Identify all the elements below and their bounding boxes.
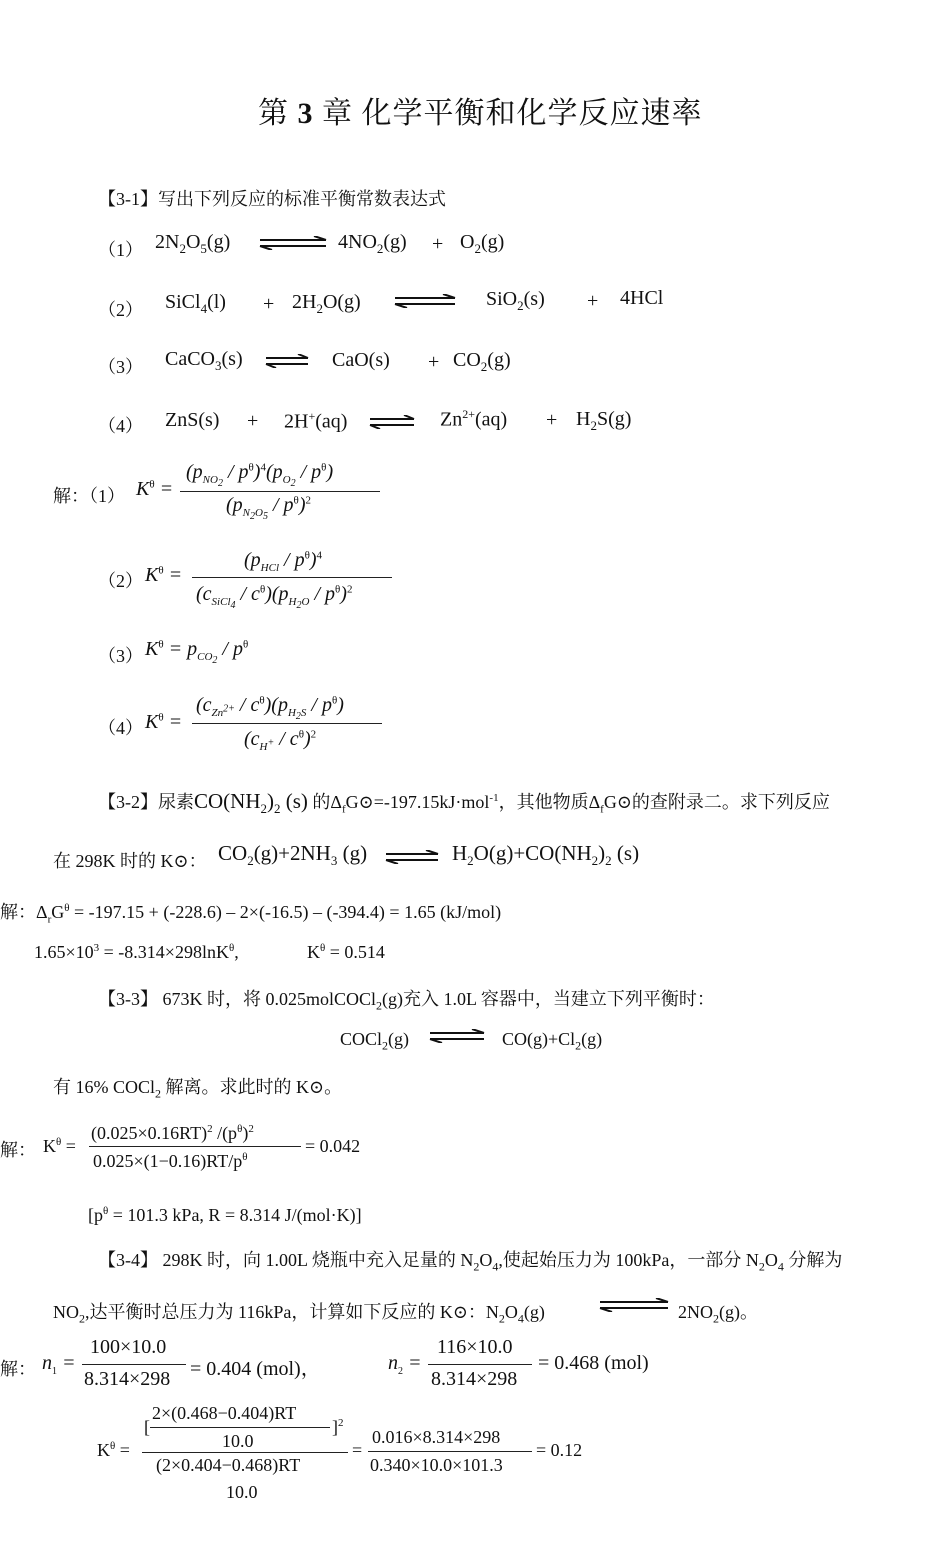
p34-n2-den: 8.314×298 — [431, 1368, 518, 1390]
p34-n1-res: = 0.404 (mol)， — [190, 1358, 321, 1380]
p34-he: 分解为 — [783, 1250, 843, 1270]
r1-rhs1: $4NO_2(g)$ — [338, 231, 407, 256]
equilibrium-arrow-icon — [393, 294, 459, 308]
p34-line2-rhs: $2NO_2(g)$。 — [678, 1302, 758, 1326]
title-prefix: 第 — [258, 97, 298, 130]
s1-numerator: $(p_{NO_2} / p^\theta)^4(p_{O_2} / p^\theta)$ — [186, 461, 334, 490]
p34-k-bracket-open: [ — [144, 1417, 150, 1437]
p34-l2c: O — [504, 1302, 518, 1322]
p33-sol-label: 解： — [0, 1140, 36, 1160]
r1-lhs: $2N_2O_5(g)$ — [155, 231, 231, 256]
p34-k-top2: 10.0 — [222, 1431, 254, 1451]
s2-k: $K^\theta$ = — [145, 564, 183, 586]
p32-header-d: ，其他物质Δ — [498, 792, 601, 812]
s1-denominator: $(p_{N_2O_5} / p^\theta)^2$ — [226, 494, 311, 523]
s4-label: （4） — [98, 718, 143, 738]
s4-fraction-bar — [192, 723, 382, 724]
s2-numerator: $(p_{HCl} / p^\theta)^4$ — [244, 549, 323, 574]
p34-k: $K^\theta$ = — [97, 1440, 130, 1460]
r4-rhs2: $H_2S(g)$ — [576, 408, 632, 433]
p32-solution: 解：$\Delta_rG^\theta = -197.15 + (-228.6) - 2\times(-16.5) - (-394.4) = 1.65$ (kJ/mol) — [0, 902, 502, 926]
r3-lhs: CaCO$_3$(s) — [165, 348, 243, 373]
p32-header-a: 【3-2】尿素 — [98, 792, 194, 812]
p34-l2e: 2NO — [678, 1302, 713, 1322]
p33-lhs: COCl$_2$(g) — [340, 1029, 410, 1053]
p32-l3e: = 0.514 — [325, 942, 385, 962]
p32-k-result: $K^\theta = 0.514$ — [307, 942, 385, 962]
p32-l3c: , — [234, 942, 239, 962]
problem-3-1-header: 【3-1】写出下列反应的标准平衡常数表达式 — [98, 189, 446, 209]
problem-3-4-header: 【3-4】 298K 时，向 1.00L 烧瓶中充入足量的 $N_2O_4$,使起始压力为 100kPa，一部分 $N_2O_4$ 分解为 — [98, 1250, 843, 1274]
p33-l2a: 有 16% COCl — [53, 1077, 156, 1097]
p33-den: 0.025×(1−0.16)RT/p — [93, 1151, 243, 1171]
p33-num-b: /(p — [212, 1123, 238, 1143]
p32-header-e: G⊙的查附录二。求下列反应 — [603, 792, 830, 812]
p33-fraction-bar — [89, 1146, 301, 1147]
p34-k-eq: = — [352, 1440, 363, 1460]
p32-l3b: = -8.314×298lnK — [99, 942, 229, 962]
s4-k: $K^\theta$ = — [145, 711, 183, 733]
p34-n2-num: 116×10.0 — [437, 1336, 513, 1358]
equilibrium-arrow-icon — [428, 1029, 488, 1043]
p34-k-bot: (2×0.404−0.468)RT — [156, 1455, 301, 1475]
p33-result: = 0.042 — [305, 1136, 361, 1156]
equilibrium-arrow-icon — [264, 354, 312, 368]
title-number: 3 — [297, 97, 314, 130]
r4-lhs2: 2H+(aq) — [284, 409, 348, 433]
equilibrium-arrow-icon — [384, 850, 442, 864]
r3-rhs2: $CO_2(g)$ — [453, 349, 511, 374]
p33-note-a: [p — [88, 1205, 103, 1225]
s2-denominator: $(c_{SiCl_4} / c^\theta)(p_{H_2O} / p^\theta)^2$ — [196, 583, 353, 612]
p34-n1: $n_1$ = — [42, 1352, 76, 1377]
r4-lhs1: ZnS(s) — [165, 409, 220, 431]
p32-reaction-rhs: $H_2O(g)+CO(NH_2)_2$ (s) — [452, 841, 640, 869]
p32-header-c: G⊙=-197.15kJ·mol — [345, 792, 490, 812]
p34-line2: $NO_2$,达平衡时总压力为 116kPa，计算如下反应的 K⊙：$N_2O_4(g)$ — [53, 1302, 545, 1326]
p34-n2-res: = 0.468 (mol) — [538, 1352, 649, 1374]
p34-l2a: NO — [53, 1302, 79, 1322]
r3-plus: + — [428, 351, 440, 373]
s4-numerator: $(c_{Zn^{2+}} / c^\theta)(p_{H_2S} / p^\theta)$ — [196, 694, 344, 723]
p34-k-main-bar — [142, 1452, 348, 1453]
p33-num-c: ) — [242, 1123, 249, 1143]
p33-numerator: $(0.025\times 0.16RT)^2$ $/(p^\theta)^2$ — [91, 1123, 254, 1143]
p34-k-top: 2×(0.468−0.404)RT — [152, 1403, 297, 1423]
p34-n2-bar — [428, 1364, 532, 1365]
p32-line3: $1.65\times 10^3 = -8.314\times 298\ln K^\theta$, — [34, 942, 239, 962]
p32-header-b: 的Δ — [312, 792, 342, 812]
p33-l2b: 解离。求此时的 K⊙。 — [161, 1077, 343, 1097]
equilibrium-arrow-icon — [258, 236, 330, 250]
p34-k-bar — [368, 1451, 532, 1452]
r2-rhs1: SiO$_2$(s) — [486, 288, 545, 313]
p33-denominator: $0.025\times(1-0.16)RT/p^\theta$ — [93, 1151, 248, 1171]
p33-header-b: (g)充入 1.0L 容器中，当建立下列平衡时： — [382, 989, 715, 1009]
p33-header-a: 【3-3】 673K 时，将 0.025molCOCl — [98, 989, 377, 1009]
r1-rhs2: $O_2(g)$ — [460, 231, 505, 256]
p32-sol-eq: = -197.15 + (-228.6) – 2×(-16.5) – (-394.4) = 1.65 (kJ/mol) — [69, 902, 502, 922]
p33-num: (0.025×0.16RT) — [91, 1123, 208, 1143]
p34-k-num: 0.016×8.314×298 — [372, 1427, 501, 1447]
r1-plus: + — [432, 233, 444, 255]
p34-n1-bar — [82, 1364, 186, 1365]
r4-plus1: + — [247, 410, 259, 432]
r2-plus2: + — [587, 290, 599, 312]
p34-k-top-bar — [150, 1427, 330, 1428]
p33-note-b: = 101.3 kPa, R = 8.314 J/(mol·K)] — [108, 1205, 362, 1225]
problem-3-3-header: 【3-3】 673K 时，将 0.025molCOCl$_2$(g)充入 1.0L 容器中，当建立下列平衡时： — [98, 989, 715, 1013]
p32-sol-g: G — [51, 902, 65, 922]
p33-note: [$p^\theta = 101.3$ kPa, R = 8.314 J/(mol·K)] — [88, 1205, 362, 1225]
p34-k-bracket-close: ]$^2$ — [332, 1417, 344, 1437]
p34-l2d: (g) — [523, 1302, 545, 1322]
r2-plus1: + — [263, 293, 275, 315]
equilibrium-arrow-icon — [598, 1298, 672, 1312]
p32-reaction: $CO_2(g)+2NH_3$ (g) — [218, 841, 368, 869]
p34-hc: ,使起始压力为 100kPa，一部分 N — [498, 1250, 759, 1270]
s3-expression: $K^\theta = p_{CO_2} / p^\theta$ — [145, 638, 249, 667]
s1-label: 解：（1） — [53, 486, 125, 506]
p32-line2: 在 298K 时的 K⊙： — [53, 851, 207, 871]
p33-line2: 有 16% COCl$_2$ 解离。求此时的 K⊙。 — [53, 1077, 343, 1101]
s1-fraction-bar — [180, 491, 380, 492]
r4-plus2: + — [546, 409, 558, 431]
p34-hb: O — [479, 1250, 493, 1270]
s4-denominator: $(c_{H^+} / c^\theta)^2$ — [244, 728, 317, 753]
p34-ha: 【3-4】 298K 时，向 1.00L 烧瓶中充入足量的 N — [98, 1250, 474, 1270]
title-rest: 章 化学平衡和化学反应速率 — [313, 97, 703, 130]
r4-label: （4） — [98, 416, 143, 436]
r2-rhs2: 4HCl — [620, 287, 664, 309]
equilibrium-arrow-icon — [368, 415, 418, 429]
s1-k: $K^\theta$ = — [136, 478, 174, 500]
r1-label: （1） — [98, 240, 143, 260]
p32-sol-label: 解：Δ — [0, 902, 48, 922]
p34-n1-num: 100×10.0 — [90, 1336, 167, 1358]
p34-n1-den: 8.314×298 — [84, 1368, 171, 1390]
p32-l3a: 1.65×10 — [34, 942, 94, 962]
p32-l3d: K — [307, 942, 320, 962]
p34-l2b: ,达平衡时总压力为 116kPa，计算如下反应的 K⊙：N — [85, 1302, 499, 1322]
s2-label: （2） — [98, 571, 143, 591]
p34-k-den: 0.340×10.0×101.3 — [370, 1455, 503, 1475]
p34-l2f: (g)。 — [719, 1302, 758, 1322]
r3-label: （3） — [98, 357, 143, 377]
p34-k-bot2: 10.0 — [226, 1482, 258, 1502]
p34-hd: O — [764, 1250, 778, 1270]
s3-label: （3） — [98, 646, 143, 666]
r3-rhs1: CaO(s) — [332, 349, 390, 371]
problem-3-2-header: 【3-2】尿素$CO(NH_2)_2$ (s) 的$\Delta_fG⊙=-197.15kJ\cdot mol^{-1}$，其他物质$\Delta_fG⊙$的查附录二。求下列反应 — [98, 789, 830, 817]
p34-k-res: = 0.12 — [536, 1440, 583, 1460]
p34-sol-label: 解： — [0, 1359, 36, 1379]
r2-label: （2） — [98, 300, 143, 320]
r4-rhs1: $Zn^{2+}(aq)$ — [440, 407, 508, 431]
s2-fraction-bar — [192, 577, 392, 578]
r2-lhs1: SiCl$_4$(l) — [165, 291, 226, 316]
p33-rhs: $CO(g)+Cl_2(g)$ — [502, 1029, 603, 1053]
p33-k: $K^\theta$ = — [43, 1136, 76, 1156]
r2-lhs2: $2H_2O(g)$ — [292, 291, 361, 316]
p34-n2: $n_2$ = — [388, 1352, 422, 1377]
page-title — [258, 88, 703, 132]
